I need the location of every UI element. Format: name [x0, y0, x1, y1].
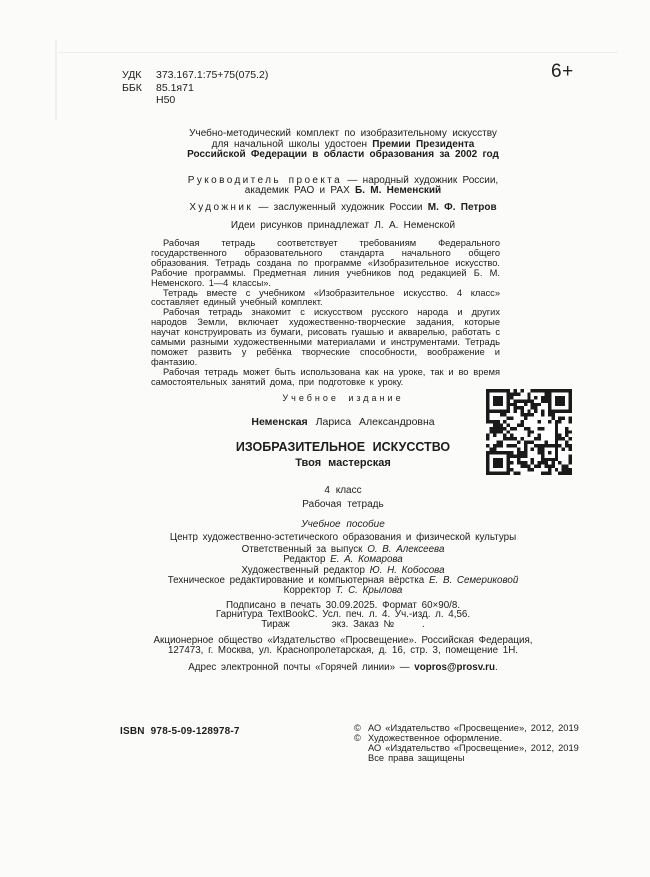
qr-code-image — [486, 389, 572, 475]
age-rating-badge: 6+ — [551, 61, 574, 82]
project-leader-line2: академик РАО и РАХ Б. М. Неменский — [244, 185, 442, 196]
scan-artifact — [58, 52, 618, 53]
author-code: Н50 — [156, 94, 176, 106]
isbn: ISBN 978-5-09-128978-7 — [120, 726, 240, 737]
staff-role-line: Художественный редактор Ю. Н. Кобосова — [241, 564, 445, 576]
edition-kind: Учебное издание — [282, 393, 404, 403]
book-subtitle: Твоя мастерская — [295, 457, 391, 469]
annotation-paragraph: Рабочая тетрадь может быть использована как на уроке, так и во время самостоятельных занятий дома, при подготовке к уроку. — [151, 366, 500, 387]
artist-line: Художник — заслуженный художник России М. Ф. Петров — [189, 202, 497, 213]
bbk-value: 85.1я71 — [156, 81, 194, 94]
staff-role-line: Редактор Е. А. Комарова — [283, 554, 403, 566]
ideas-line: Идеи рисунков принадлежат Л. А. Неменской — [230, 220, 456, 231]
annotation-paragraph: Рабочая тетрадь соответствует требованиям Федерального государственного образовательного стандарта начального общего образования. Тетрадь создана по программе «Изобразительное искусство. Рабочие программы. Предметная линия учебников под редакцией Б. М. Неменского. 1—4 классы». — [151, 238, 500, 288]
grade-line: 4 класс — [324, 485, 362, 496]
project-leader-line: Руководитель проекта — народный художник России, — [187, 175, 499, 186]
print-info-block — [73, 601, 613, 673]
copyright-block — [354, 723, 579, 763]
hotline-email: vopros@prosv.ru — [414, 662, 495, 674]
annotation-block — [151, 239, 500, 388]
award-line: Учебно-методический комплект по изобразительному искусству — [189, 128, 497, 139]
udk-label: УДК — [122, 69, 142, 81]
award-line: Российской Федерации в области образования за 2002 год — [187, 149, 499, 161]
copyright-line: Все права защищены — [368, 753, 465, 763]
copyright-line: АО «Издательство «Просвещение», 2012, 2019 — [368, 743, 579, 753]
staff-role-line: Корректор Т. С. Крылова — [283, 585, 403, 597]
print-line: Гарнитура TextBookC. Усл. печ. л. 4. Уч.-изд. л. 4,56. — [215, 609, 471, 621]
hotline-email-line: Адрес электронной почты «Горячей линии» — vopros@prosv.ru. — [188, 662, 498, 674]
edition-category: Учебное пособие — [301, 518, 385, 530]
udk-value: 373.167.1:75+75(075.2) — [156, 69, 269, 81]
book-title: ИЗОБРАЗИТЕЛЬНОЕ ИСКУССТВО — [235, 440, 451, 454]
award-line: для начальной школы удостоен Премии Президента — [211, 138, 475, 150]
credits-block — [73, 176, 613, 231]
staff-role-line: Техническое редактирование и компьютерная вёрстка Е. В. Семериковой — [167, 574, 519, 586]
copyright-sign: © — [354, 723, 361, 733]
print-line: Подписано в печать 30.09.2025. Формат 60×90/8. — [225, 600, 461, 611]
scan-artifact — [55, 40, 57, 120]
copyright-line: © Художественное оформление. — [354, 733, 503, 743]
award-note — [73, 129, 613, 161]
staff-block — [73, 533, 613, 596]
copyright-line: © АО «Издательство «Просвещение», 2012, 2019 — [354, 723, 579, 733]
tirazh-line: Тираж экз. Заказ № . — [261, 618, 425, 630]
staff-role-line: Ответственный за выпуск О. В. Алексеева — [241, 544, 445, 556]
classification-codes — [122, 69, 268, 107]
bbk-label: ББК — [122, 81, 142, 94]
author-name: Неменская Лариса Александровна — [251, 416, 435, 428]
copyright-sign: © — [354, 733, 361, 743]
annotation-paragraph: Рабочая тетрадь знакомит с искусством русского народа и других народов Земли, включает художественно-творческие задания, которые научат конструировать из бумаги, рисовать гуашью и акварелью, работать с самыми разными художественными материалами и инструментами. Тетрадь поможет развить у ребёнка творческие способности, воображение и фантазию. — [151, 307, 500, 367]
department-line: Центр художественно-эстетического образования и физической культуры — [169, 532, 517, 543]
booklet-type: Рабочая тетрадь — [302, 498, 384, 510]
annotation-paragraph: Тетрадь вместе с учебником «Изобразительное искусство. 4 класс» составляет единый учебный комплект. — [151, 287, 500, 308]
publisher-address: Акционерное общество «Издательство «Просвещение». Российская Федерация, 127473, г. Москва, ул. Краснопролетарская, д. 16, стр. 3, помещение 1Н. — [153, 634, 533, 657]
qr-code — [486, 389, 572, 475]
